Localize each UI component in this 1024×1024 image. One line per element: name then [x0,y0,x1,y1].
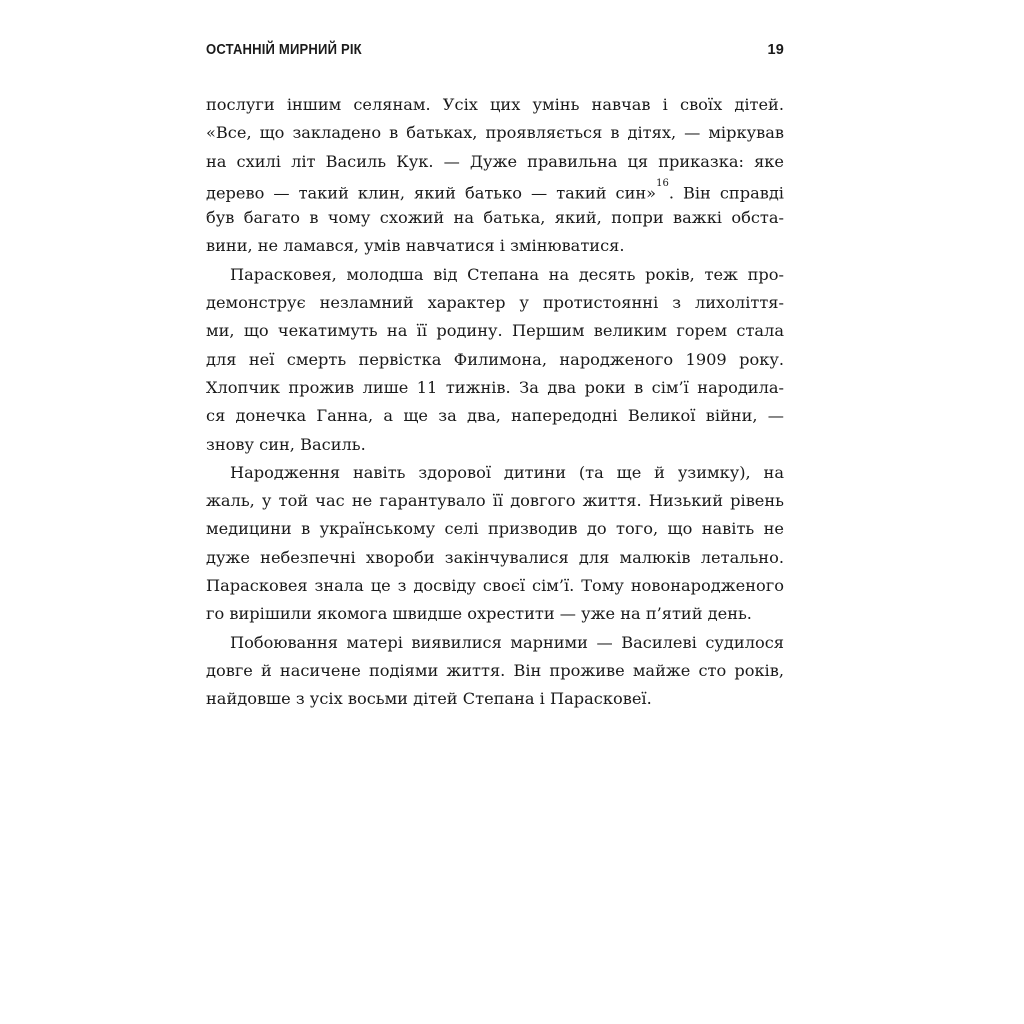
text-line: на схилі літ Василь Кук. — Дуже правильна ця приказка: яке [206,151,784,171]
text-line: Парасковея, молодша від Степана на десять років, теж про- [230,264,784,284]
text-line: жаль, у той час не гарантувало її довгого життя. Низький рівень [206,491,784,511]
text-line: вини, не ламався, умів навчатися і змінюватися. [206,236,625,256]
text-line-with-footnote [206,176,784,204]
text-line: найдовше з усіх восьми дітей Степана і Парасковеї. [206,689,652,709]
page-number: 19 [767,42,784,58]
text-line: Хлопчик прожив лише 11 тижнів. За два роки в сім’ї народила- [206,377,784,397]
running-header [206,42,784,66]
text-line: довге й насичене подіями життя. Він проживе майже сто років, [206,660,784,680]
running-title: ОСТАННІЙ МИРНИЙ РІК [206,42,362,58]
text-line: був багато в чому схожий на батька, який, попри важкі обста- [206,208,784,228]
paragraph-4 [206,629,784,714]
text-segment: . Він справді [668,183,784,203]
paragraph-3 [206,459,784,629]
text-line: послуги іншим селянам. Усіх цих умінь навчав і своїх дітей. [206,95,784,114]
text-line: Парасковея знала це з досвіду своєї сім’ї. Тому новонародженого [206,576,784,596]
text-line: «Все, що закладено в батьках, проявляється в дітях, — міркував [206,123,784,143]
text-line: го вирішили якомога швидше охрестити — уже на п’ятий день. [206,604,752,624]
text-line: ся донечка Ганна, а ще за два, напередодні Великої війни, — [206,406,784,426]
text-line: Побоювання матері виявилися марними — Василеві судилося [230,632,784,652]
text-line: ми, що чекатимуть на її родину. Першим великим горем стала [206,321,784,341]
text-line: Народження навіть здорової дитини (та ще й узимку), на [230,462,784,482]
paragraph-2 [206,261,784,459]
body-text [206,91,784,714]
footnote-reference: 16 [656,177,669,189]
text-line: для неї смерть первістка Филимона, народженого 1909 року. [206,349,784,369]
text-segment: дерево — такий клин, який батько — такий син» [206,183,657,203]
text-line: медицини в українському селі призводив до того, що навіть не [206,519,784,539]
text-line: знову син, Василь. [206,434,366,454]
text-line: дуже небезпечні хвороби закінчувалися для малюків летально. [206,547,784,567]
paragraph-1 [206,91,784,261]
text-line: демонструє незламний характер у протистоянні з лихоліття- [206,293,784,313]
